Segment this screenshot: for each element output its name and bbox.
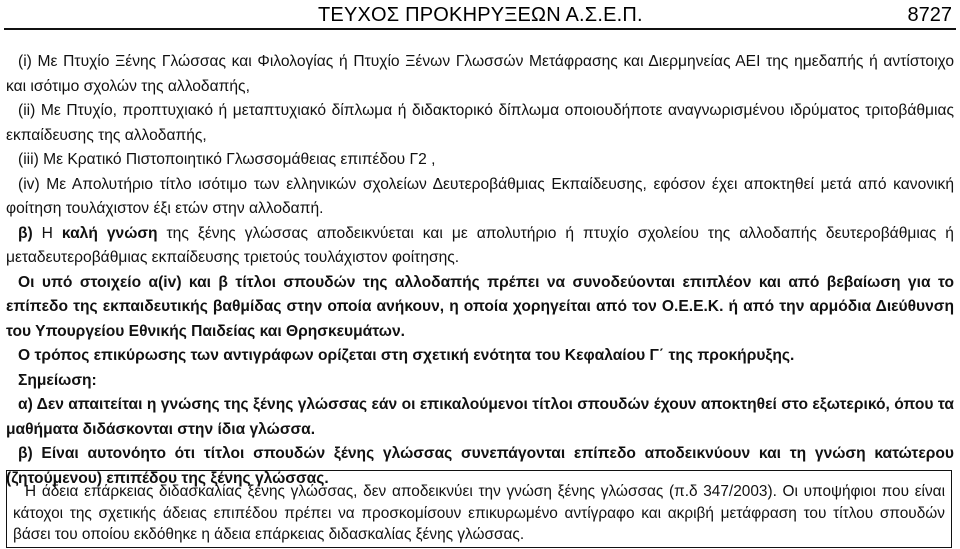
header-divider bbox=[4, 28, 956, 30]
boxed-notice-text: Η άδεια επάρκειας διδασκαλίας ξένης γλώσσας, δεν αποδεικνύει την γνώση ξένης γλώσσας (π.δ 347/2003). Οι υποψήφιοι που είναι κάτοχοι της σχετικής άδειας επιπέδου πρέπει να προσκομίσουν επικυρωμένο αντίγραφο και ακριβή μετάφραση του τίτλου σπουδών βάσει του οποίου εκδόθηκε η άδεια επάρκειας διδασκαλίας ξένης γλώσσας. bbox=[13, 483, 945, 543]
remarks-heading: Σημείωση: bbox=[18, 371, 97, 389]
paragraph-item-iv: (iv) Με Απολυτήριο τίτλο ισότιμο των ελληνικών σχολείων Δευτεροβάθμιας Εκπαίδευσης, εφόσον έχει αποκτηθεί μετά από κανονική φοίτηση τουλάχιστον έξι ετών στην αλλοδαπή. bbox=[6, 175, 954, 217]
beta-emphasis: καλή γνώση bbox=[61, 224, 158, 242]
beta-text-post: της ξένης γλώσσας αποδεικνύεται και με απολυτήριο ή πτυχίο σχολείου της αλλοδαπής δευτεροβάθμιας ή μεταδευτεροβάθμιας εκπαίδευσης τριετούς τουλάχιστον φοίτησης. bbox=[6, 224, 954, 266]
page-header bbox=[0, 0, 960, 30]
page-number: 8727 bbox=[907, 4, 952, 26]
paragraph-remark-a: α) Δεν απαιτείται η γνώσης της ξένης γλώσσας εάν οι επικαλούμενοι τίτλοι σπουδών έχουν αποκτηθεί στο εξωτερικό, όπου τα μαθήματα διδάσκονται στην ίδια γλώσσα. bbox=[6, 396, 954, 438]
paragraph-remark-b: β) Είναι αυτονόητο ότι τίτλοι σπουδών ξένης γλώσσας συνεπάγονται επίπεδο αποδεικνύουν και τη γνώση κατώτερου (ζητούμενου) επιπέδου της ξένης γλώσσας. bbox=[6, 445, 954, 487]
paragraph-foreign-titles-note: Οι υπό στοιχείο α(iv) και β τίτλοι σπουδών της αλλοδαπής πρέπει να συνοδεύονται επιπλέον και από βεβαίωση για το επίπεδο της εκπαιδευτικής βαθμίδας στην οποία ανήκουν, η οποία χορηγείται από τον Ο.Ε.Ε.Κ. ή από την αρμόδια Διεύθυνση του Υπουργείου Εθνικής Παιδείας και Θρησκευμάτων. bbox=[6, 273, 954, 340]
beta-label: β) bbox=[18, 224, 33, 242]
paragraph-validation-method: Ο τρόπος επικύρωσης των αντιγράφων ορίζεται στη σχετική ενότητα του Κεφαλαίου Γ΄ της προκήρυξης. bbox=[18, 347, 795, 364]
document-body bbox=[6, 50, 954, 491]
paragraph-item-ii: (ii) Με Πτυχίο, προπτυχιακό ή μεταπτυχιακό δίπλωμα ή διδακτορικό δίπλωμα οποιουδήποτε αναγνωρισμένου ιδρύματος τριτοβάθμιας εκπαίδευσης της αλλοδαπής, bbox=[6, 102, 954, 144]
paragraph-item-i: (i) Με Πτυχίο Ξένης Γλώσσας και Φιλολογίας ή Πτυχίο Ξένων Γλωσσών Μετάφρασης και Διερμηνείας ΑΕΙ της ημεδαπής ή αντίστοιχο και ισότιμο σχολών της αλλοδαπής, bbox=[6, 53, 954, 95]
paragraph-beta bbox=[6, 222, 954, 271]
paragraph-item-iii: (iii) Με Κρατικό Πιστοποιητικό Γλωσσομάθειας επιπέδου Γ2 , bbox=[18, 151, 436, 168]
journal-title: ΤΕΥΧΟΣ ΠΡΟΚΗΡΥΞΕΩΝ Α.Σ.Ε.Π. bbox=[318, 4, 643, 26]
beta-text-pre: Η bbox=[32, 224, 62, 242]
boxed-notice bbox=[6, 470, 952, 548]
